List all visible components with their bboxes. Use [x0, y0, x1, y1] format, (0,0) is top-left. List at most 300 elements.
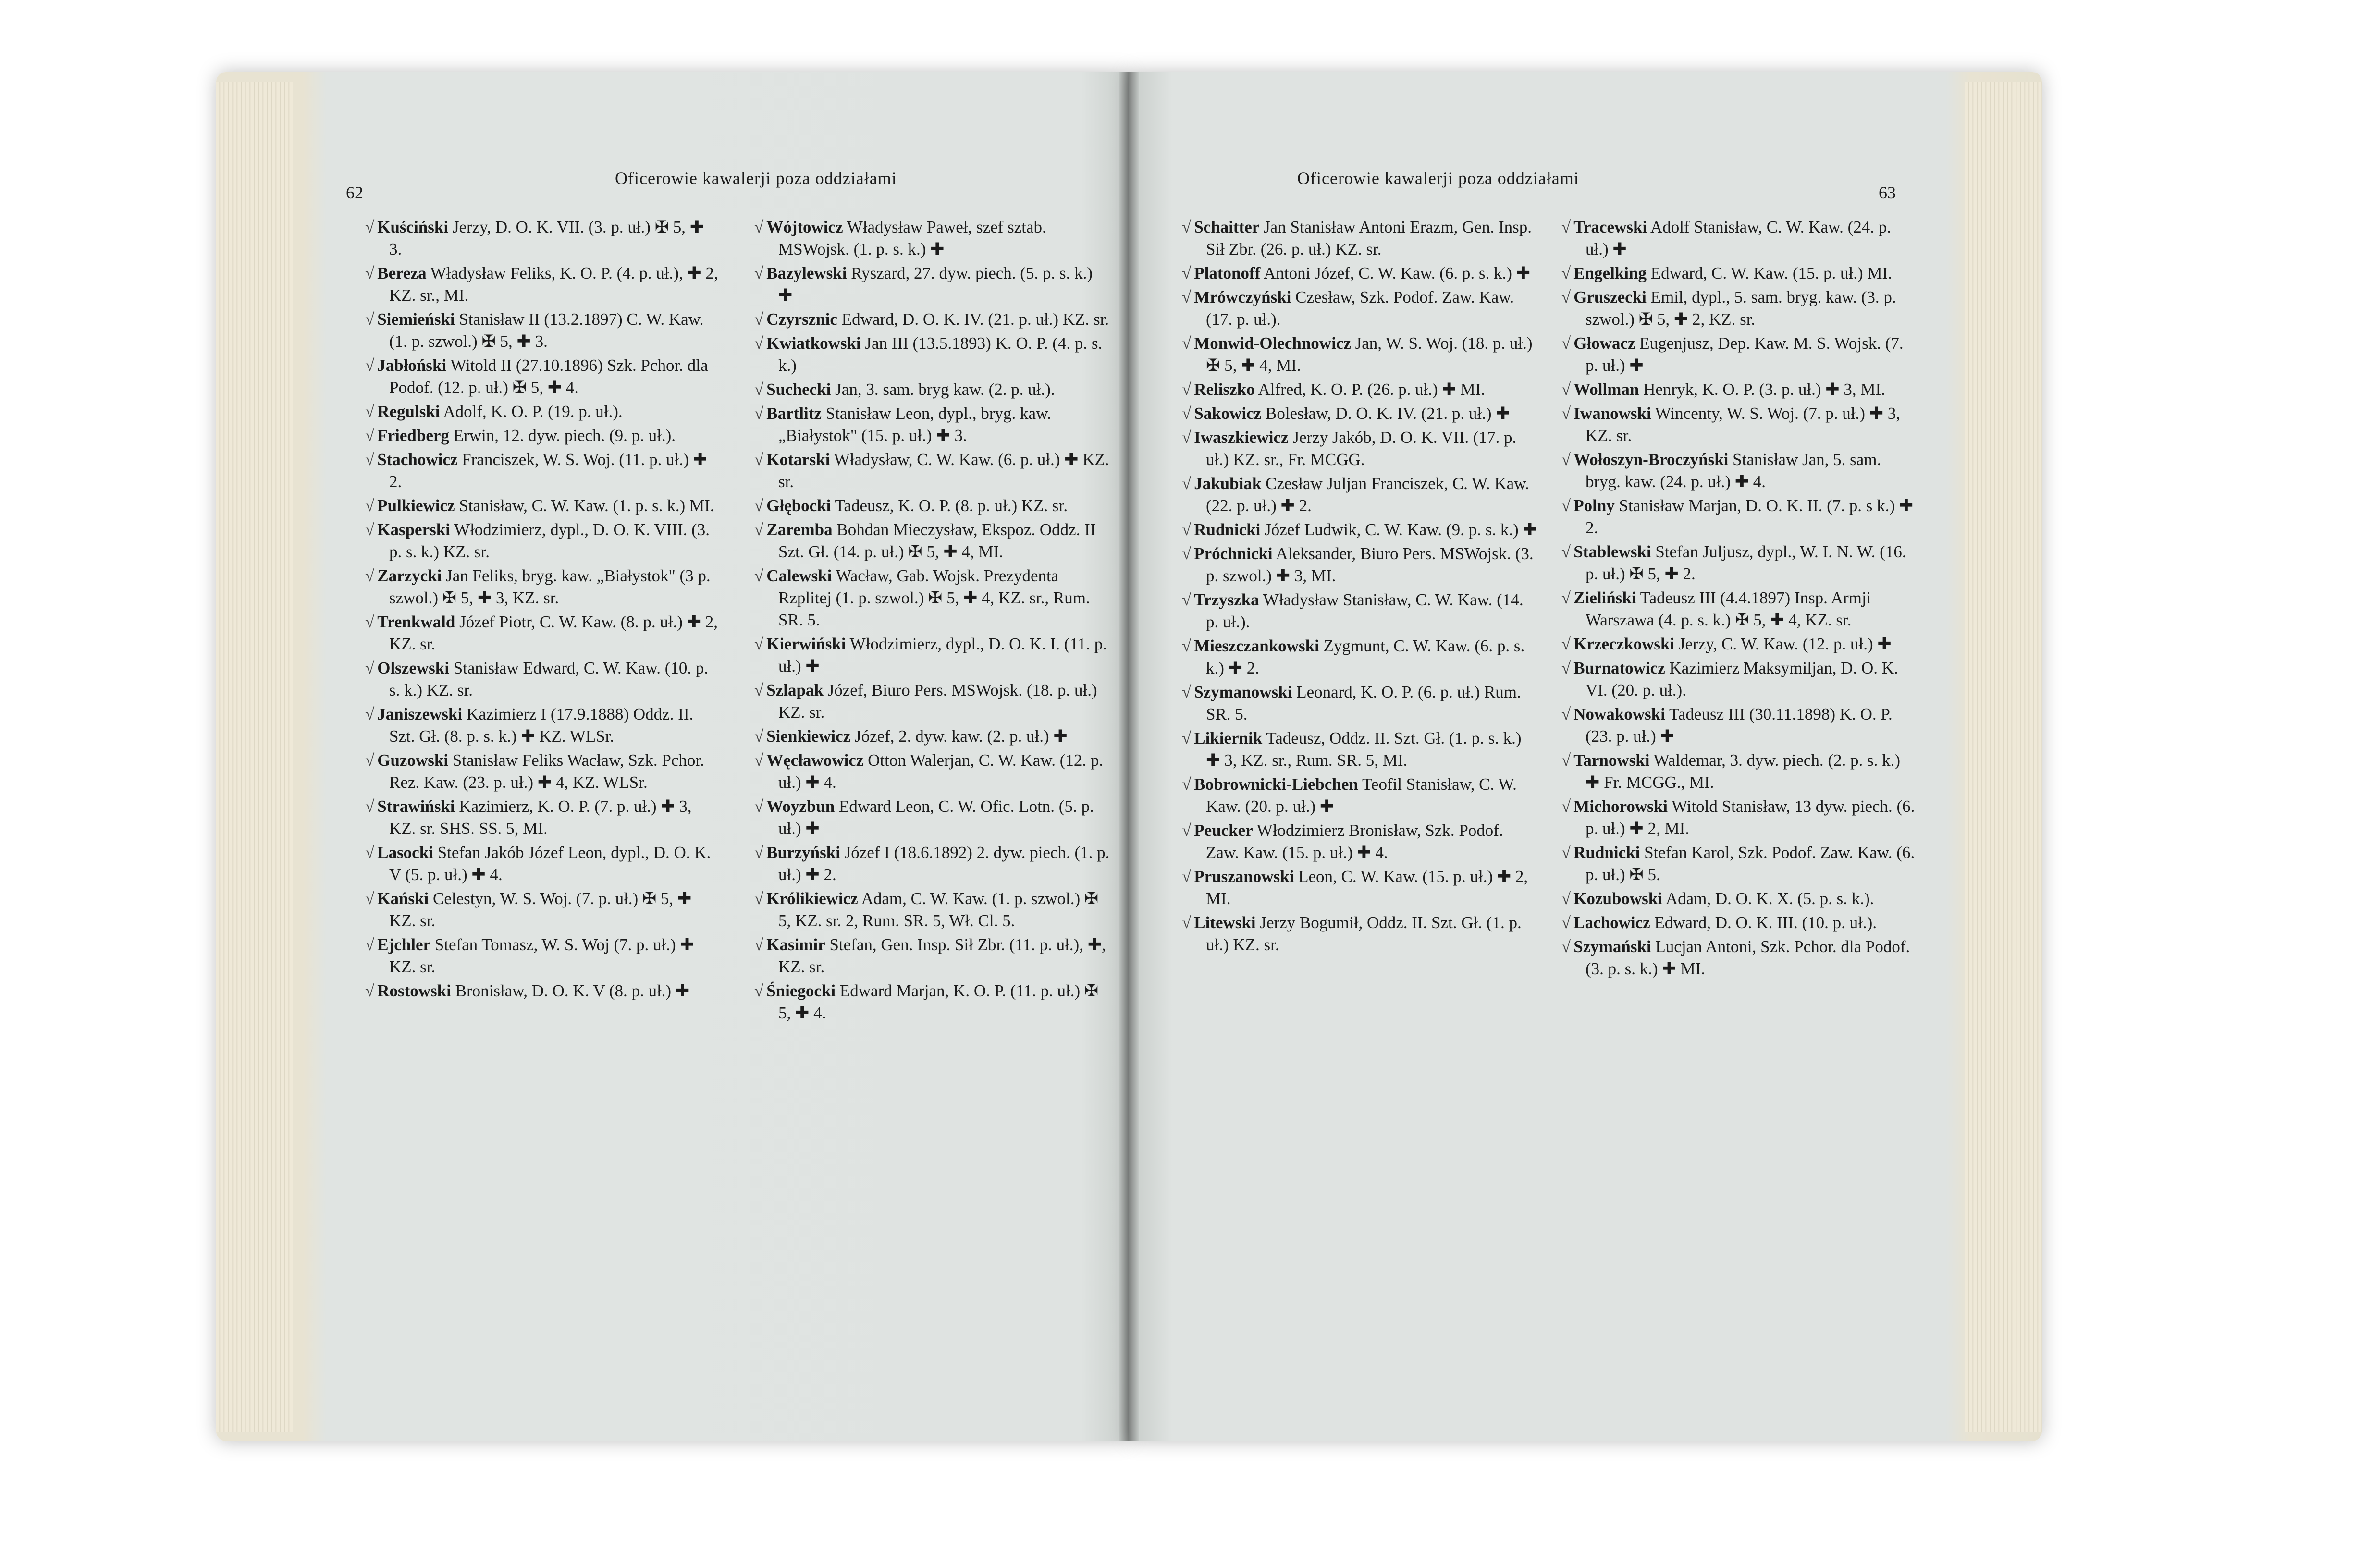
officer-entry — [356, 216, 721, 260]
officer-entry — [356, 611, 721, 655]
officer-surname: Rudnicki — [1573, 843, 1640, 862]
officer-entry — [1552, 633, 1917, 655]
officer-details: Jerzy, C. W. Kaw. (12. p. uł.) ✚ — [1678, 635, 1892, 653]
check-mark-icon: √ — [754, 889, 764, 908]
officer-surname: Janiszewski — [377, 705, 463, 723]
officer-entry — [356, 262, 721, 306]
officer-surname: Engelking — [1573, 264, 1647, 282]
check-mark-icon: √ — [754, 404, 764, 423]
officer-surname: Lachowicz — [1573, 913, 1650, 932]
officer-details: Jan, W. S. Woj. (18. p. uł.) ✠ 5, ✚ 4, MI. — [1206, 334, 1533, 375]
check-mark-icon: √ — [1561, 542, 1571, 561]
check-mark-icon: √ — [1561, 264, 1571, 282]
officer-surname: Trenkwald — [377, 612, 455, 631]
officer-entry — [745, 796, 1110, 840]
check-mark-icon: √ — [1182, 590, 1192, 609]
officer-details: Stanisław, C. W. Kaw. (1. p. s. k.) MI. — [459, 496, 714, 515]
page-number: 63 — [1879, 183, 1896, 202]
officer-entry — [356, 657, 721, 701]
officer-surname: Kasperski — [377, 520, 450, 539]
check-mark-icon: √ — [754, 450, 764, 469]
check-mark-icon: √ — [754, 751, 764, 770]
page-edges — [1965, 82, 2042, 1432]
officer-details: Edward Leon, C. W. Ofic. Lotn. (5. p. uł.) ✚ — [778, 797, 1094, 838]
left-page-column-2 — [745, 216, 1110, 1026]
officer-entry — [1172, 216, 1537, 260]
officer-surname: Stablewski — [1573, 542, 1651, 561]
check-mark-icon: √ — [1561, 937, 1571, 956]
officer-details: Jerzy Bogumił, Oddz. II. Szt. Gł. (1. p. uł.) KZ. sr. — [1206, 913, 1522, 954]
officer-details: Henryk, K. O. P. (3. p. uł.) ✚ 3, MI. — [1643, 380, 1885, 399]
officer-details: Jerzy Jakób, D. O. K. VII. (17. p. uł.) KZ. sr., Fr. MCGG. — [1206, 428, 1517, 469]
officer-entry — [356, 401, 721, 423]
officer-entry — [1172, 543, 1537, 587]
officer-entry — [1552, 842, 1917, 886]
page-edges — [216, 82, 293, 1432]
check-mark-icon: √ — [365, 705, 375, 723]
officer-details: Leon, C. W. Kaw. (15. p. uł.) ✚ 2, MI. — [1206, 867, 1528, 908]
officer-surname: Burnatowicz — [1573, 659, 1665, 677]
check-mark-icon: √ — [754, 310, 764, 329]
officer-entry — [356, 980, 721, 1002]
officer-details: Erwin, 12. dyw. piech. (9. p. uł.). — [453, 426, 676, 445]
officer-surname: Czyrsznic — [766, 310, 837, 329]
officer-surname: Wójtowicz — [766, 218, 843, 236]
officer-entry — [745, 565, 1110, 631]
officer-surname: Rudnicki — [1194, 520, 1261, 539]
officer-surname: Regulski — [377, 402, 440, 421]
check-mark-icon: √ — [1182, 913, 1192, 932]
officer-details: Stanisław Jan, 5. sam. bryg. kaw. (24. p. uł.) ✚ 4. — [1586, 450, 1881, 491]
officer-entry — [745, 888, 1110, 932]
officer-surname: Zieliński — [1573, 588, 1636, 607]
check-mark-icon: √ — [365, 612, 375, 631]
officer-surname: Olszewski — [377, 659, 449, 677]
officer-surname: Śniegocki — [766, 981, 836, 1000]
check-mark-icon: √ — [365, 935, 375, 954]
officer-entry — [745, 842, 1110, 886]
officer-surname: Siemieński — [377, 310, 455, 329]
check-mark-icon: √ — [1182, 264, 1192, 282]
officer-surname: Kozubowski — [1573, 889, 1662, 908]
officer-details: Stefan, Gen. Insp. Sił Zbr. (11. p. uł.), ✚, KZ. sr. — [778, 935, 1106, 976]
officer-entry — [1172, 820, 1537, 864]
officer-details: Edward Marjan, K. O. P. (11. p. uł.) ✠ 5, ✚ 4. — [778, 981, 1099, 1022]
officer-surname: Calewski — [766, 566, 832, 585]
officer-surname: Schaitter — [1194, 218, 1260, 236]
officer-surname: Michorowski — [1573, 797, 1668, 816]
officer-surname: Bobrownicki-Liebchen — [1194, 775, 1358, 794]
officer-details: Bolesław, D. O. K. IV. (21. p. uł.) ✚ — [1265, 404, 1510, 423]
officer-entry — [745, 495, 1110, 517]
officer-surname: Mrówczyński — [1194, 288, 1291, 306]
officer-entry — [745, 403, 1110, 447]
officer-details: Lucjan Antoni, Szk. Pchor. dla Podof. (3. p. s. k.) ✚ MI. — [1586, 937, 1910, 978]
check-mark-icon: √ — [754, 681, 764, 699]
officer-entry — [1172, 427, 1537, 471]
check-mark-icon: √ — [1561, 659, 1571, 677]
officer-entry — [745, 379, 1110, 401]
officer-entry — [1552, 216, 1917, 260]
officer-surname: Sakowicz — [1194, 404, 1262, 423]
officer-surname: Zarzycki — [377, 566, 442, 585]
officer-surname: Platonoff — [1194, 264, 1261, 282]
officer-surname: Iwaszkiewicz — [1194, 428, 1289, 447]
officer-details: Władysław, C. W. Kaw. (6. p. uł.) ✚ KZ. sr. — [778, 450, 1109, 491]
officer-details: Edward, D. O. K. III. (10. p. uł.). — [1654, 913, 1877, 932]
officer-surname: Szymanowski — [1194, 683, 1292, 701]
officer-entry — [1172, 635, 1537, 679]
officer-details: Kazimierz Maksymiljan, D. O. K. VI. (20. p. uł.). — [1586, 659, 1898, 699]
officer-surname: Mieszczankowski — [1194, 637, 1319, 655]
check-mark-icon: √ — [754, 520, 764, 539]
check-mark-icon: √ — [1182, 544, 1192, 563]
officer-details: Stefan Juljusz, dypl., W. I. N. W. (16. p. uł.) ✠ 5, ✚ 2. — [1586, 542, 1906, 583]
officer-details: Stanisław Leon, dypl., bryg. kaw. „Białystok" (15. p. uł.) ✚ 3. — [778, 404, 1051, 445]
check-mark-icon: √ — [754, 218, 764, 236]
officer-entry — [745, 308, 1110, 331]
officer-entry — [356, 934, 721, 978]
officer-details: Tadeusz III (30.11.1898) K. O. P. (23. p. uł.) ✚ — [1586, 705, 1893, 746]
officer-details: Bohdan Mieczysław, Ekspoz. Oddz. II Szt. Gł. (14. p. uł.) ✠ 5, ✚ 4, MI. — [778, 520, 1096, 561]
officer-surname: Tracewski — [1573, 218, 1647, 236]
officer-details: Włodzimierz Bronisław, Szk. Podof. Zaw. Kaw. (15. p. uł.) ✚ 4. — [1206, 821, 1503, 862]
officer-surname: Bazylewski — [766, 264, 847, 282]
check-mark-icon: √ — [1182, 821, 1192, 840]
check-mark-icon: √ — [754, 334, 764, 353]
right-page — [1129, 72, 2042, 1441]
check-mark-icon: √ — [1182, 380, 1192, 399]
officer-details: Witold II (27.10.1896) Szk. Pchor. dla Podof. (12. p. uł.) ✠ 5, ✚ 4. — [389, 356, 708, 397]
left-page — [216, 72, 1129, 1441]
officer-surname: Woyzbun — [766, 797, 835, 816]
officer-entry — [356, 355, 721, 399]
officer-surname: Litewski — [1194, 913, 1256, 932]
officer-surname: Lasocki — [377, 843, 433, 862]
officer-entry — [745, 725, 1110, 747]
officer-details: Stefan Jakób Józef Leon, dypl., D. O. K. V (5. p. uł.) ✚ 4. — [389, 843, 711, 884]
check-mark-icon: √ — [365, 426, 375, 445]
officer-entry — [1172, 403, 1537, 425]
check-mark-icon: √ — [365, 843, 375, 862]
officer-details: Bronisław, D. O. K. V (8. p. uł.) ✚ — [455, 981, 690, 1000]
check-mark-icon: √ — [365, 310, 375, 329]
officer-surname: Likiernik — [1194, 729, 1263, 747]
officer-entry — [1552, 403, 1917, 447]
check-mark-icon: √ — [1182, 428, 1192, 447]
officer-details: Emil, dypl., 5. sam. bryg. kaw. (3. p. szwol.) ✠ 5, ✚ 2, KZ. sr. — [1586, 288, 1896, 329]
officer-details: Józef Piotr, C. W. Kaw. (8. p. uł.) ✚ 2, KZ. sr. — [389, 612, 718, 653]
officer-entry — [745, 980, 1110, 1024]
officer-surname: Polny — [1573, 496, 1615, 515]
officer-entry — [745, 519, 1110, 563]
check-mark-icon: √ — [1561, 404, 1571, 423]
check-mark-icon: √ — [365, 264, 375, 282]
officer-entry — [1172, 773, 1537, 818]
officer-details: Józef Ludwik, C. W. Kaw. (9. p. s. k.) ✚ — [1265, 520, 1537, 539]
officer-entry — [1552, 749, 1917, 794]
right-page-column-1 — [1172, 216, 1537, 958]
officer-details: Jerzy, D. O. K. VII. (3. p. uł.) ✠ 5, ✚ 3. — [389, 218, 704, 258]
check-mark-icon: √ — [1182, 334, 1192, 353]
book-spine — [1119, 72, 1139, 1441]
officer-entry — [1552, 262, 1917, 284]
check-mark-icon: √ — [1561, 705, 1571, 723]
officer-entry — [1172, 262, 1537, 284]
officer-surname: Ejchler — [377, 935, 431, 954]
officer-entry — [1172, 286, 1537, 331]
check-mark-icon: √ — [754, 935, 764, 954]
officer-details: Tadeusz, K. O. P. (8. p. uł.) KZ. sr. — [835, 496, 1068, 515]
officer-entry — [356, 519, 721, 563]
officer-entry — [356, 749, 721, 794]
officer-surname: Sienkiewicz — [766, 727, 851, 746]
officer-details: Stanisław II (13.2.1897) C. W. Kaw. (1. p. szwol.) ✠ 5, ✚ 3. — [389, 310, 704, 351]
officer-surname: Guzowski — [377, 751, 449, 770]
check-mark-icon: √ — [754, 380, 764, 399]
officer-surname: Nowakowski — [1573, 705, 1665, 723]
check-mark-icon: √ — [1561, 450, 1571, 469]
officer-details: Czesław, Szk. Podof. Zaw. Kaw. (17. p. uł.). — [1206, 288, 1514, 329]
officer-entry — [1552, 703, 1917, 747]
officer-details: Władysław Feliks, K. O. P. (4. p. uł.), ✚ 2, KZ. sr., MI. — [389, 264, 718, 305]
officer-details: Zygmunt, C. W. Kaw. (6. p. s. k.) ✚ 2. — [1206, 637, 1525, 677]
check-mark-icon: √ — [754, 635, 764, 653]
officer-details: Wacław, Gab. Wojsk. Prezydenta Rzplitej (1. p. szwol.) ✠ 5, ✚ 4, KZ. sr., Rum. SR. 5. — [778, 566, 1090, 629]
check-mark-icon: √ — [1561, 588, 1571, 607]
officer-details: Adam, C. W. Kaw. (1. p. szwol.) ✠ 5, KZ. sr. 2, Rum. SR. 5, Wł. Cl. 5. — [778, 889, 1099, 930]
page-number: 62 — [346, 183, 363, 202]
officer-details: Franciszek, W. S. Woj. (11. p. uł.) ✚ 2. — [389, 450, 707, 491]
check-mark-icon: √ — [365, 889, 375, 908]
check-mark-icon: √ — [1182, 729, 1192, 747]
check-mark-icon: √ — [1182, 520, 1192, 539]
officer-details: Włodzimierz, dypl., D. O. K. I. (11. p. uł.) ✚ — [778, 635, 1107, 675]
officer-details: Antoni Józef, C. W. Kaw. (6. p. s. k.) ✚ — [1264, 264, 1531, 282]
officer-details: Jan III (13.5.1893) K. O. P. (4. p. s. k.) — [778, 334, 1103, 375]
check-mark-icon: √ — [754, 496, 764, 515]
officer-entry — [745, 749, 1110, 794]
officer-entry — [1172, 681, 1537, 725]
officer-surname: Kuściński — [377, 218, 449, 236]
officer-surname: Reliszko — [1194, 380, 1255, 399]
check-mark-icon: √ — [365, 402, 375, 421]
check-mark-icon: √ — [365, 566, 375, 585]
officer-entry — [1552, 541, 1917, 585]
check-mark-icon: √ — [1561, 288, 1571, 306]
officer-surname: Szlapak — [766, 681, 824, 699]
officer-details: Edward, D. O. K. IV. (21. p. uł.) KZ. sr. — [841, 310, 1109, 329]
check-mark-icon: √ — [754, 797, 764, 816]
check-mark-icon: √ — [1182, 637, 1192, 655]
officer-details: Czesław Juljan Franciszek, C. W. Kaw. (22. p. uł.) ✚ 2. — [1206, 474, 1529, 515]
officer-entry — [1552, 379, 1917, 401]
officer-entry — [356, 308, 721, 353]
officer-surname: Monwid-Olechnowicz — [1194, 334, 1351, 353]
officer-surname: Głowacz — [1573, 334, 1635, 353]
check-mark-icon: √ — [1182, 288, 1192, 306]
officer-details: Kazimierz, K. O. P. (7. p. uł.) ✚ 3, KZ. sr. SHS. SS. 5, MI. — [389, 797, 692, 838]
officer-entry — [1552, 796, 1917, 840]
officer-entry — [745, 216, 1110, 260]
officer-entry — [1552, 332, 1917, 377]
check-mark-icon: √ — [1182, 474, 1192, 493]
officer-details: Tadeusz III (4.4.1897) Insp. Armji Warszawa (4. p. s. k.) ✠ 5, ✚ 4, KZ. sr. — [1586, 588, 1871, 629]
officer-entry — [1172, 727, 1537, 772]
officer-surname: Próchnicki — [1194, 544, 1273, 563]
check-mark-icon: √ — [365, 981, 375, 1000]
officer-entry — [356, 842, 721, 886]
page-header: Oficerowie kawalerji poza oddziałami — [615, 169, 897, 188]
officer-entry — [356, 796, 721, 840]
check-mark-icon: √ — [1182, 218, 1192, 236]
officer-surname: Kwiatkowski — [766, 334, 861, 353]
check-mark-icon: √ — [754, 264, 764, 282]
officer-details: Józef, Biuro Pers. MSWojsk. (18. p. uł.) KZ. sr. — [778, 681, 1097, 722]
officer-surname: Królikiewicz — [766, 889, 858, 908]
officer-details: Stefan Karol, Szk. Podof. Zaw. Kaw. (6. p. uł.) ✠ 5. — [1586, 843, 1915, 884]
officer-surname: Głębocki — [766, 496, 831, 515]
officer-details: Leonard, K. O. P. (6. p. uł.) Rum. SR. 5. — [1206, 683, 1521, 723]
officer-details: Józef I (18.6.1892) 2. dyw. piech. (1. p. uł.) ✚ 2. — [778, 843, 1110, 884]
officer-entry — [1552, 587, 1917, 631]
officer-details: Jan Stanisław Antoni Erazm, Gen. Insp. Sił Zbr. (26. p. uł.) KZ. sr. — [1206, 218, 1532, 258]
officer-surname: Gruszecki — [1573, 288, 1647, 306]
page-header: Oficerowie kawalerji poza oddziałami — [1297, 169, 1579, 188]
check-mark-icon: √ — [1561, 797, 1571, 816]
officer-details: Jan Feliks, bryg. kaw. „Białystok" (3 p. szwol.) ✠ 5, ✚ 3, KZ. sr. — [389, 566, 711, 607]
officer-entry — [745, 262, 1110, 306]
officer-details: Adolf Stanisław, C. W. Kaw. (24. p. uł.) ✚ — [1586, 218, 1891, 258]
officer-surname: Tarnowski — [1573, 751, 1650, 770]
officer-details: Wincenty, W. S. Woj. (7. p. uł.) ✚ 3, KZ. sr. — [1586, 404, 1901, 445]
officer-surname: Kasimir — [766, 935, 825, 954]
right-page-column-2 — [1552, 216, 1917, 982]
officer-details: Stefan Tomasz, W. S. Woj (7. p. uł.) ✚ KZ. sr. — [389, 935, 694, 976]
officer-surname: Pulkiewicz — [377, 496, 455, 515]
check-mark-icon: √ — [754, 727, 764, 746]
officer-surname: Krzeczkowski — [1573, 635, 1675, 653]
officer-surname: Suchecki — [766, 380, 831, 399]
officer-entry — [1172, 473, 1537, 517]
officer-details: Otton Walerjan, C. W. Kaw. (12. p. uł.) ✚ 4. — [778, 751, 1104, 792]
officer-surname: Węcławowicz — [766, 751, 864, 770]
officer-details: Stanisław Marjan, D. O. K. II. (7. p. s k.) ✚ 2. — [1586, 496, 1914, 537]
officer-surname: Peucker — [1194, 821, 1253, 840]
officer-surname: Bartlitz — [766, 404, 822, 423]
officer-surname: Kierwiński — [766, 635, 846, 653]
check-mark-icon: √ — [365, 356, 375, 375]
officer-details: Aleksander, Biuro Pers. MSWojsk. (3. p. szwol.) ✚ 3, MI. — [1206, 544, 1534, 585]
officer-entry — [356, 888, 721, 932]
check-mark-icon: √ — [1561, 496, 1571, 515]
officer-surname: Iwanowski — [1573, 404, 1651, 423]
officer-surname: Pruszanowski — [1194, 867, 1294, 886]
officer-entry — [356, 449, 721, 493]
check-mark-icon: √ — [1561, 751, 1571, 770]
check-mark-icon: √ — [365, 496, 375, 515]
check-mark-icon: √ — [1561, 635, 1571, 653]
left-page-column-1 — [356, 216, 721, 1004]
officer-entry — [1552, 936, 1917, 980]
officer-surname: Burzyński — [766, 843, 840, 862]
officer-details: Eugenjusz, Dep. Kaw. M. S. Wojsk. (7. p. uł.) ✚ — [1586, 334, 1904, 375]
check-mark-icon: √ — [1561, 380, 1571, 399]
officer-details: Alfred, K. O. P. (26. p. uł.) ✚ MI. — [1258, 380, 1486, 399]
officer-entry — [1552, 449, 1917, 493]
check-mark-icon: √ — [1561, 843, 1571, 862]
officer-details: Władysław Stanisław, C. W. Kaw. (14. p. uł.). — [1206, 590, 1524, 631]
officer-details: Ryszard, 27. dyw. piech. (5. p. s. k.) ✚ — [778, 264, 1093, 305]
officer-entry — [1172, 379, 1537, 401]
officer-details: Adam, D. O. K. X. (5. p. s. k.). — [1665, 889, 1874, 908]
officer-details: Tadeusz, Oddz. II. Szt. Gł. (1. p. s. k.) ✚ 3, KZ. sr., Rum. SR. 5, MI. — [1206, 729, 1522, 770]
officer-entry — [1552, 888, 1917, 910]
officer-entry — [1172, 589, 1537, 633]
check-mark-icon: √ — [1182, 775, 1192, 794]
officer-surname: Jabłoński — [377, 356, 447, 375]
check-mark-icon: √ — [754, 566, 764, 585]
officer-details: Józef, 2. dyw. kaw. (2. p. uł.) ✚ — [854, 727, 1068, 746]
officer-surname: Strawiński — [377, 797, 455, 816]
officer-entry — [1552, 912, 1917, 934]
officer-details: Jan, 3. sam. bryg kaw. (2. p. uł.). — [835, 380, 1055, 399]
officer-entry — [745, 332, 1110, 377]
check-mark-icon: √ — [754, 843, 764, 862]
officer-details: Waldemar, 3. dyw. piech. (2. p. s. k.) ✚ Fr. MCGG., MI. — [1586, 751, 1901, 792]
check-mark-icon: √ — [1561, 334, 1571, 353]
officer-surname: Bereza — [377, 264, 427, 282]
officer-surname: Rostowski — [377, 981, 451, 1000]
check-mark-icon: √ — [1182, 683, 1192, 701]
officer-surname: Jakubiak — [1194, 474, 1262, 493]
officer-details: Celestyn, W. S. Woj. (7. p. uł.) ✠ 5, ✚ KZ. sr. — [389, 889, 692, 930]
officer-surname: Trzyszka — [1194, 590, 1259, 609]
officer-details: Władysław Paweł, szef sztab. MSWojsk. (1. p. s. k.) ✚ — [778, 218, 1046, 258]
officer-surname: Kotarski — [766, 450, 830, 469]
check-mark-icon: √ — [1561, 218, 1571, 236]
officer-entry — [1172, 519, 1537, 541]
officer-details: Kazimierz I (17.9.1888) Oddz. II. Szt. Gł. (8. p. s. k.) ✚ KZ. WLSr. — [389, 705, 694, 746]
officer-entry — [356, 703, 721, 747]
officer-entry — [1552, 657, 1917, 701]
check-mark-icon: √ — [1182, 404, 1192, 423]
officer-surname: Wollman — [1573, 380, 1639, 399]
officer-entry — [1172, 866, 1537, 910]
officer-entry — [1552, 286, 1917, 331]
officer-entry — [356, 565, 721, 609]
check-mark-icon: √ — [1561, 889, 1571, 908]
officer-details: Adolf, K. O. P. (19. p. uł.). — [443, 402, 623, 421]
check-mark-icon: √ — [365, 520, 375, 539]
officer-entry — [745, 449, 1110, 493]
check-mark-icon: √ — [1182, 867, 1192, 886]
check-mark-icon: √ — [365, 450, 375, 469]
officer-surname: Wołoszyn-Broczyński — [1573, 450, 1729, 469]
officer-surname: Szymański — [1573, 937, 1651, 956]
open-book — [216, 72, 2042, 1441]
officer-entry — [1172, 912, 1537, 956]
check-mark-icon: √ — [365, 218, 375, 236]
officer-entry — [745, 633, 1110, 677]
officer-surname: Stachowicz — [377, 450, 458, 469]
officer-entry — [356, 495, 721, 517]
check-mark-icon: √ — [365, 797, 375, 816]
officer-entry — [1172, 332, 1537, 377]
officer-surname: Friedberg — [377, 426, 449, 445]
officer-entry — [356, 425, 721, 447]
officer-surname: Kański — [377, 889, 429, 908]
